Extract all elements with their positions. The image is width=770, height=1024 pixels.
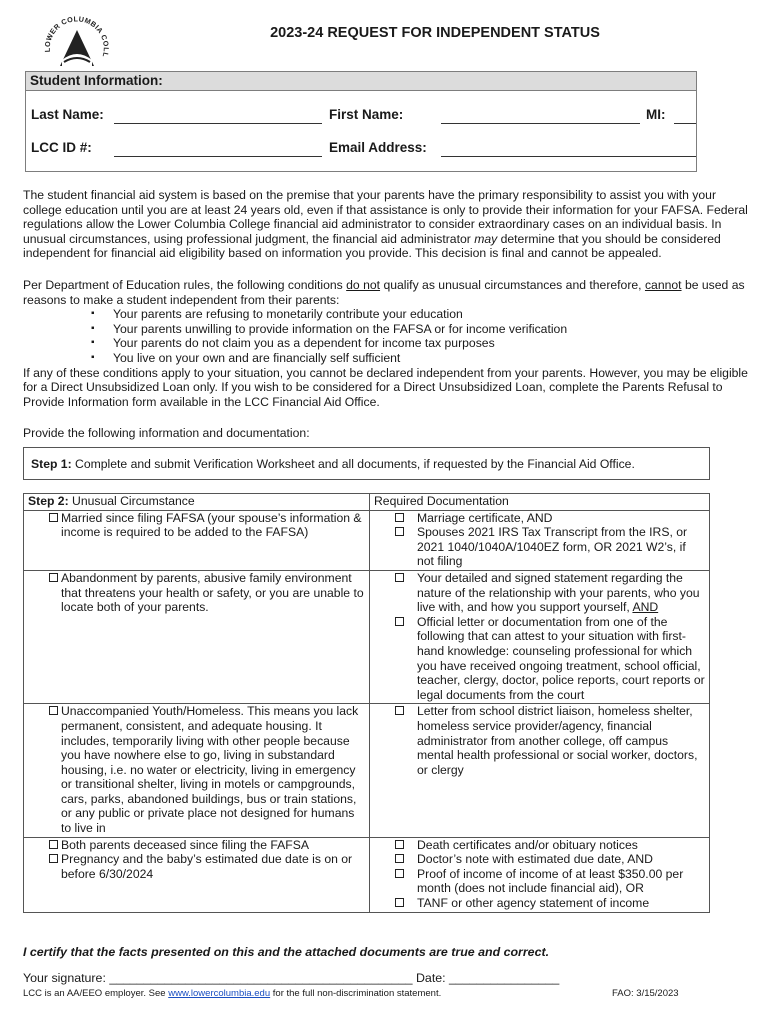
- checkbox[interactable]: [395, 527, 404, 536]
- last-name-field[interactable]: [114, 123, 322, 124]
- doc-text: Proof of income of income of at least $350.00 per month (does not include financial aid), OR: [417, 866, 684, 896]
- loan-paragraph: If any of these conditions apply to your situation, you cannot be declared independent from your parents. However, you may be eligible for a Direct Unsubsidized Loan only. If you wish to be considered for a Direct Unsubsidized Loan, complete the Parents Refusal to Provide Information form available in the LCC Financial Aid Office.: [23, 365, 748, 409]
- eeo-statement: [23, 988, 441, 999]
- doc-text: Doctor’s note with estimated due date, AND: [417, 852, 653, 867]
- circumstance-text: Unaccompanied Youth/Homeless. This means you lack permanent, consistent, and adequate housing. It includes, temporarily living with other people because you have nowhere else to go, living in substandard housing, i.e. no water or electricity, living in emergency or transitional shelter, living in motels or campgrounds, cars, parks, abandoned buildings, bus or train stations, or any public or private place not designed for humans to live in: [61, 704, 359, 836]
- doc-text: Death certificates and/or obituary notices: [417, 837, 638, 852]
- checkbox[interactable]: [395, 854, 404, 863]
- conditions-text-3: be used as reasons to make a student independent from their parents:: [23, 278, 745, 307]
- checkbox[interactable]: [49, 854, 58, 863]
- checkbox[interactable]: [49, 840, 58, 849]
- list-item: ▪ Your parents do not claim you as a dependent for income tax purposes: [23, 336, 748, 351]
- doc-text: Marriage certificate, AND: [417, 510, 553, 525]
- do-not-underline: do not: [346, 278, 381, 292]
- checkbox[interactable]: [395, 513, 404, 522]
- table-row: [24, 704, 710, 837]
- intro-paragraph: [23, 188, 748, 261]
- checkbox[interactable]: [49, 513, 58, 522]
- signature-line[interactable]: Your signature: ____________________________________________ Date: ________________: [23, 971, 560, 985]
- student-info-heading: Student Information:: [26, 72, 696, 91]
- table-row: [24, 510, 710, 570]
- website-link[interactable]: www.lowercolumbia.edu: [168, 988, 271, 999]
- list-item: ▪ Your parents are refusing to monetarily contribute your education: [23, 307, 748, 322]
- col2-header: Required Documentation: [370, 494, 710, 511]
- email-label: Email Address:: [329, 140, 427, 155]
- table-row: [24, 837, 710, 912]
- step1-box: [23, 447, 710, 480]
- provide-info-text: Provide the following information and documentation:: [23, 426, 310, 440]
- lcc-id-field[interactable]: [114, 156, 322, 157]
- list-item: ▪ You live on your own and are financially self sufficient: [23, 351, 748, 366]
- conditions-text-2: qualify as unusual circumstances and therefore,: [383, 278, 642, 292]
- conditions-text: Per Department of Education rules, the following conditions: [23, 278, 343, 292]
- checkbox[interactable]: [49, 573, 58, 582]
- first-name-label: First Name:: [329, 107, 404, 122]
- checkbox[interactable]: [395, 840, 404, 849]
- certify-statement: I certify that the facts presented on this and the attached documents are true and correct.: [23, 945, 550, 959]
- and-underline: AND: [632, 600, 659, 615]
- page-title: 2023-24 REQUEST FOR INDEPENDENT STATUS: [270, 25, 600, 41]
- circumstance-text: Pregnancy and the baby’s estimated due date is on or before 6/30/2024: [61, 852, 353, 881]
- step1-label: Step 1:: [31, 457, 72, 471]
- last-name-label: Last Name:: [31, 107, 104, 122]
- form-revision-date: FAO: 3/15/2023: [612, 988, 679, 999]
- mi-label: MI:: [646, 107, 666, 122]
- doc-text: Official letter or documentation from one of the following that can attest to your situation with first-hand knowledge: counseling professional for which you have received ongoing treatment, school official, teacher, clergy, doctor, police reports, court reports or legal documents from the court: [417, 614, 705, 702]
- step2-label: Step 2:: [28, 494, 69, 508]
- col1-header: [24, 494, 370, 511]
- checkbox[interactable]: [49, 706, 58, 715]
- checkbox[interactable]: [395, 869, 404, 878]
- circumstance-table: [23, 493, 710, 913]
- eeo-text-end: for the full non-discrimination statement.: [272, 988, 442, 999]
- checkbox[interactable]: [395, 617, 404, 626]
- intro-text-end: determine that you should be considered independent for financial aid eligibility based on information you provide. This decision is final and cannot be appealed.: [23, 231, 721, 261]
- circumstance-text: Abandonment by parents, abusive family environment that threatens your health or safety, or you are unable to locate both of your parents.: [61, 570, 364, 615]
- step1-text: Complete and submit Verification Worksheet and all documents, if requested by the Financial Aid Office.: [75, 457, 635, 471]
- circumstance-text: Married since filing FAFSA (your spouse’s information & income is required to be added to the FAFSA): [61, 510, 362, 540]
- checkbox[interactable]: [395, 898, 404, 907]
- list-item: ▪ Your parents unwilling to provide information on the FAFSA or for income verification: [23, 322, 748, 337]
- table-row: [24, 570, 710, 703]
- intro-text: The student financial aid system is based on the premise that your parents have the primary responsibility to assist you with your college education until you are at least 24 years old, even if that assistance is only to provide their information for your FAFSA. Federal regulations allow the Lower Columbia College financial aid administrator to consider extraordinary cases on an individual basis. In unusual circumstances, using professional judgment, the financial aid administrator: [23, 188, 748, 246]
- circumstance-text: Both parents deceased since filing the FAFSA: [61, 837, 309, 852]
- checkbox[interactable]: [395, 706, 404, 715]
- intro-emphasis: may: [474, 231, 498, 246]
- logo-text: LOWER COLUMBIA COLL: [42, 14, 111, 59]
- table-header-row: [24, 494, 710, 511]
- first-name-field[interactable]: [441, 123, 640, 124]
- lcc-id-label: LCC ID #:: [31, 140, 92, 155]
- student-info-section: [25, 71, 697, 172]
- doc-text: Letter from school district liaison, homeless shelter, homeless service provider/agency, financial administrator from another college, off campus mental health professional or social worker, doctors, or clergy: [417, 704, 698, 777]
- email-field[interactable]: [441, 156, 696, 157]
- checkbox[interactable]: [395, 573, 404, 582]
- cannot-underline: cannot: [644, 278, 682, 292]
- doc-text: Spouses 2021 IRS Tax Transcript from the IRS, or 2021 1040/1040A/1040EZ form, OR 2021 W2’s, if not filing: [417, 525, 688, 569]
- conditions-paragraph: [23, 278, 748, 409]
- doc-text: TANF or other agency statement of income: [417, 896, 650, 911]
- doc-text: Your detailed and signed statement regarding the nature of the relationship with your parents, who you live with, and how you support yourself,: [417, 570, 700, 615]
- eeo-text: LCC is an AA/EEO employer. See: [23, 988, 166, 999]
- conditions-list: [23, 307, 748, 365]
- col1-header-text: Unusual Circumstance: [72, 494, 195, 508]
- mi-field[interactable]: [674, 123, 696, 124]
